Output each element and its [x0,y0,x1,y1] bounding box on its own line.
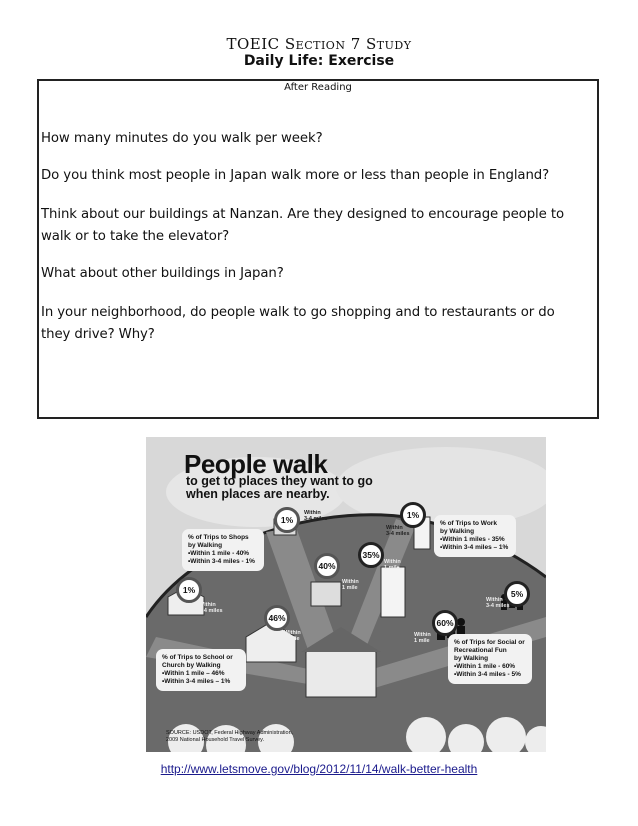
pin-shops-near: 40% [314,553,340,579]
walking-infographic [146,437,546,752]
source-link[interactable]: http://www.letsmove.gov/blog/2012/11/14/walk-better-health [160,762,478,776]
source-citation: SOURCE: USDOT, Federal Highway Administration, 2009 National Household Travel Survey. [166,730,294,743]
infographic-title: People walk [184,449,328,479]
worksheet-subtitle: Daily Life: Exercise [243,53,395,69]
pin-work-far: 1% [400,502,426,528]
question-2: Do you think most people in Japan walk more or less than people in England? [41,168,550,183]
question-3: Think about our buildings at Nanzan. Are they designed to encourage people to walk or to take the elevator? [41,207,565,244]
callout-shops: % of Trips to Shops by Walking •Within 1 mile - 40% •Within 3-4 miles - 1% [182,529,264,571]
worksheet-title: TOEIC Section 7 Study [226,35,412,53]
section-label: After Reading [284,82,352,93]
pin-shops-far: 1% [274,507,300,533]
pin-school-far: 1% [176,577,202,603]
question-5: In your neighborhood, do people walk to go shopping and to restaurants or do they drive? Why? [41,305,555,342]
distance-label: Within 3-4 miles [486,597,510,609]
distance-label: Within 1 mile [342,579,359,591]
pin-social-near: 60% [432,610,458,636]
pin-social-far: 5% [504,581,530,607]
distance-label: Within 1 mile [414,632,431,644]
pin-school-near: 46% [264,605,290,631]
question-1: How many minutes do you walk per week? [41,131,323,146]
distance-label: Within 3-4 miles [386,525,410,537]
questions-box [37,79,599,419]
callout-school: % of Trips to School or Church by Walking •Within 1 mile – 46% •Within 3-4 miles – 1% [156,649,246,691]
pin-work-near: 35% [358,542,384,568]
distance-label: Within 3-4 miles [304,510,328,522]
infographic-subtitle: to get to places they want to go when places are nearby. [186,474,373,501]
distance-label: Within 1 mile [384,559,401,571]
distance-label: Within 1 mile [284,630,301,642]
distance-label: Within 3-4 miles [199,602,223,614]
callout-work: % of Trips to Work by Walking •Within 1 miles - 35% •Within 3-4 miles – 1% [434,515,516,557]
question-4: What about other buildings in Japan? [41,266,284,281]
callout-social: % of Trips for Social or Recreational Fun by Walking •Within 1 mile - 60% •Within 3-4 miles - 5% [448,634,532,684]
